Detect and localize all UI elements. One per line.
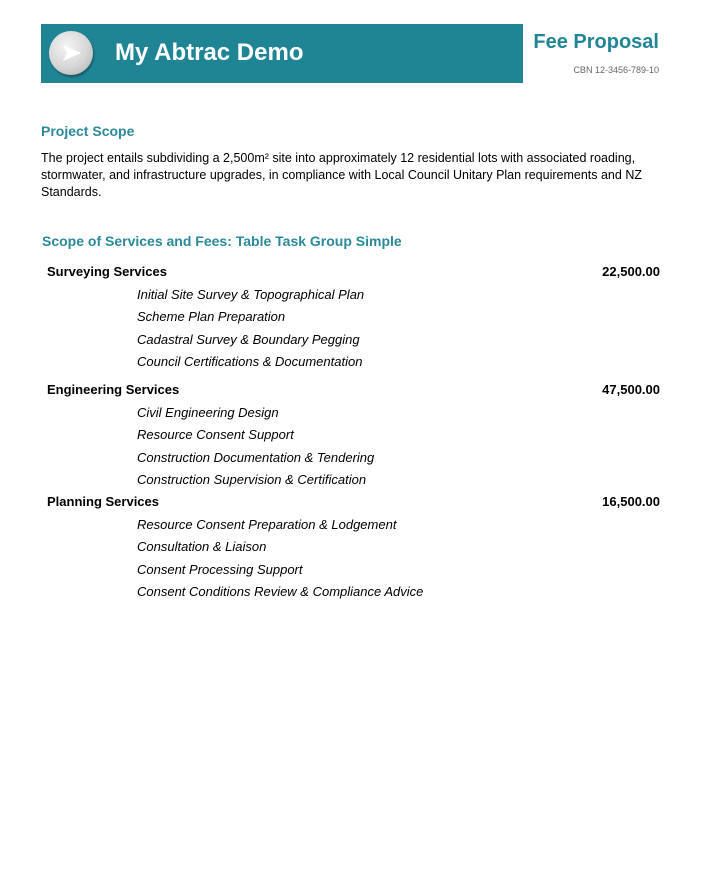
task-item: Resource Consent Support (137, 427, 294, 443)
task-item: Civil Engineering Design (137, 405, 279, 420)
task-item: Consent Processing Support (137, 561, 303, 577)
task-group-name: Engineering Services (47, 382, 180, 397)
task-item: Council Certifications & Documentation (137, 353, 363, 369)
task-item: Construction Documentation & Tendering (137, 449, 375, 465)
task-item: Resource Consent Preparation & Lodgement (137, 517, 397, 532)
document-type-title: Fee Proposal (533, 31, 659, 53)
company-business-number: CBN 12-3456-789-10 (573, 65, 659, 75)
task-group-engineering (47, 382, 660, 491)
services-heading: Scope of Services and Fees: Table Task Group Simple (42, 233, 402, 249)
task-group-fee: 47,500.00 (602, 382, 660, 397)
task-group-planning (47, 494, 660, 603)
task-item: Initial Site Survey & Topographical Plan (137, 287, 365, 302)
task-group-name: Planning Services (47, 494, 159, 509)
task-group-surveying (47, 264, 660, 373)
task-item: Consent Conditions Review & Compliance Advice (137, 583, 424, 599)
company-logo (49, 31, 93, 75)
header-banner (41, 24, 523, 83)
company-name: My Abtrac Demo (115, 39, 304, 66)
project-scope-heading: Project Scope (41, 123, 135, 139)
play-arrow-icon (61, 42, 83, 64)
task-item: Scheme Plan Preparation (137, 309, 286, 325)
task-group-name: Surveying Services (47, 264, 167, 279)
task-item: Construction Supervision & Certification (137, 471, 367, 487)
task-item: Cadastral Survey & Boundary Pegging (137, 331, 360, 347)
project-scope-text: The project entails subdividing a 2,500m² site into approximately 12 residential lots with associated roading, stormwater, and infrastructure upgrades, in compliance with Local Council Unitary Plan requirements and NZ Standards. (41, 151, 642, 199)
task-group-fee: 16,500.00 (602, 494, 660, 509)
task-item: Consultation & Liaison (137, 539, 267, 555)
task-group-fee: 22,500.00 (602, 264, 660, 279)
